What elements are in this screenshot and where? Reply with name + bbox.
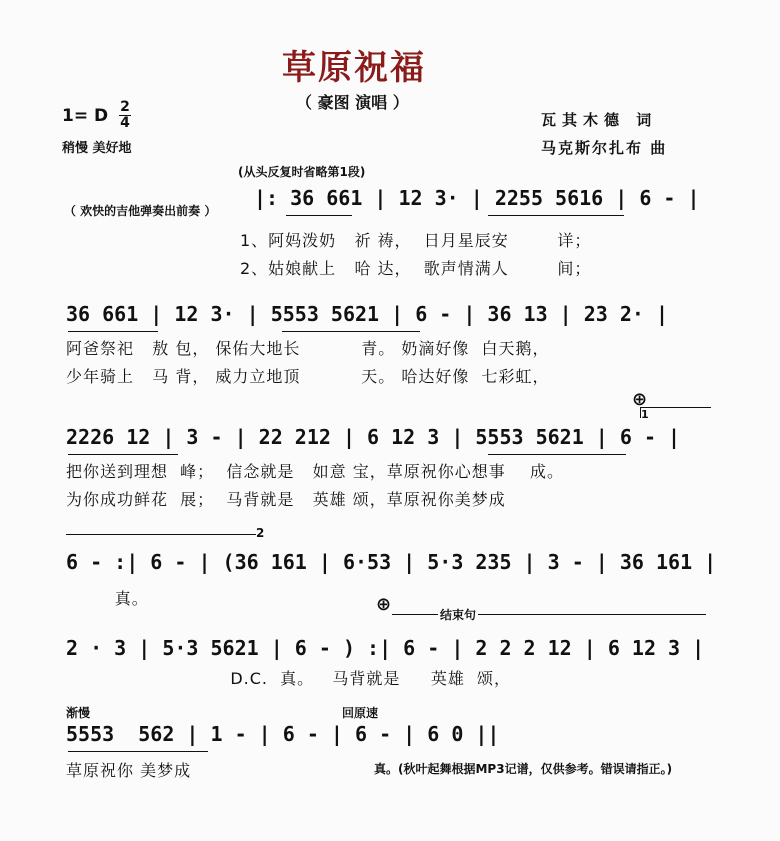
coda-sign-icon: ⊕: [632, 389, 648, 410]
beam: [68, 331, 158, 332]
coda-sign-icon: ⊕: [376, 594, 392, 615]
beam: [488, 454, 626, 455]
notation-line: 36 661 | 12 3· | 5553 5621 | 6 - | 36 13 | 23 2· |: [66, 302, 669, 326]
intro-note: （ 欢快的吉他弹奏出前奏 ）: [64, 204, 217, 218]
volta-2-line: [66, 534, 256, 535]
lyrics-verse-2: 为你成功鲜花 展； 马背就是 英雄 颂，草原祝你美梦成: [66, 490, 506, 509]
notation-line: 5553 562 | 1 - | 6 - | 6 - | 6 0 ||: [66, 722, 500, 746]
a-tempo-marking: 回原速: [342, 706, 379, 720]
notation-line: |: 36 661 | 12 3· | 2255 5616 | 6 - |: [254, 186, 700, 210]
tempo-marking: 稍慢 美好地: [62, 141, 132, 156]
notation-line: 2 · 3 | 5·3 5621 | 6 - ) :| 6 - | 2 2 2 12 | 6 12 3 |: [66, 636, 705, 660]
beam: [282, 331, 420, 332]
notation-line: 6 - :| 6 - | (36 161 | 6·53 | 5·3 235 | 3 - | 36 161 |: [66, 550, 717, 574]
lyricist: 瓦其木德 词: [541, 111, 658, 129]
performer: （ 豪图 演唱 ）: [296, 93, 409, 112]
ritardando-marking: 渐慢: [66, 706, 91, 720]
time-top: 2: [120, 99, 130, 115]
lyrics-verse-2: 2、姑娘献上 哈 达， 歌声情满人 间；: [240, 259, 592, 278]
volta-2-label: 2: [256, 526, 265, 540]
beam: [286, 215, 352, 216]
volta-1-label: 1: [641, 408, 649, 421]
lyrics-verse-1: 把你送到理想 峰； 信念就是 如意 宝，草原祝你心想事 成。: [66, 462, 565, 481]
lyrics-verse-1: 阿爸祭祀 敖 包， 保佑大地长 青。 奶滴好像 白天鹅，: [66, 339, 550, 358]
ending-phrase-label: 结束句: [440, 608, 477, 622]
lyrics-line: 草原祝你 美梦成: [66, 761, 192, 780]
lyrics-line: 真。: [66, 589, 149, 608]
time-signature: [119, 100, 131, 131]
beam: [68, 454, 178, 455]
lyrics-line: D.C. 真。 马背就是 英雄 颂，: [66, 669, 512, 688]
key-signature: 1= D: [62, 106, 109, 126]
lyrics-verse-1: 1、阿妈泼奶 祈 祷， 日月星辰安 详；: [240, 231, 592, 250]
lyrics-verse-2: 少年骑上 马 背， 威力立地顶 天。 哈达好像 七彩虹，: [66, 367, 550, 386]
volta-1: [640, 407, 711, 421]
repeat-note: (从头反复时省略第1段): [238, 165, 366, 179]
transcription-footnote: 真。(秋叶起舞根据MP3记谱，仅供参考。错误请指正。): [374, 762, 673, 776]
beam: [68, 751, 208, 752]
song-title: 草原祝福: [282, 48, 426, 88]
notation-line: 2226 12 | 3 - | 22 212 | 6 12 3 | 5553 5621 | 6 - |: [66, 425, 681, 449]
time-bottom: 4: [120, 115, 130, 131]
composer: 马克斯尔扎布 曲: [541, 139, 668, 157]
beam: [488, 215, 624, 216]
